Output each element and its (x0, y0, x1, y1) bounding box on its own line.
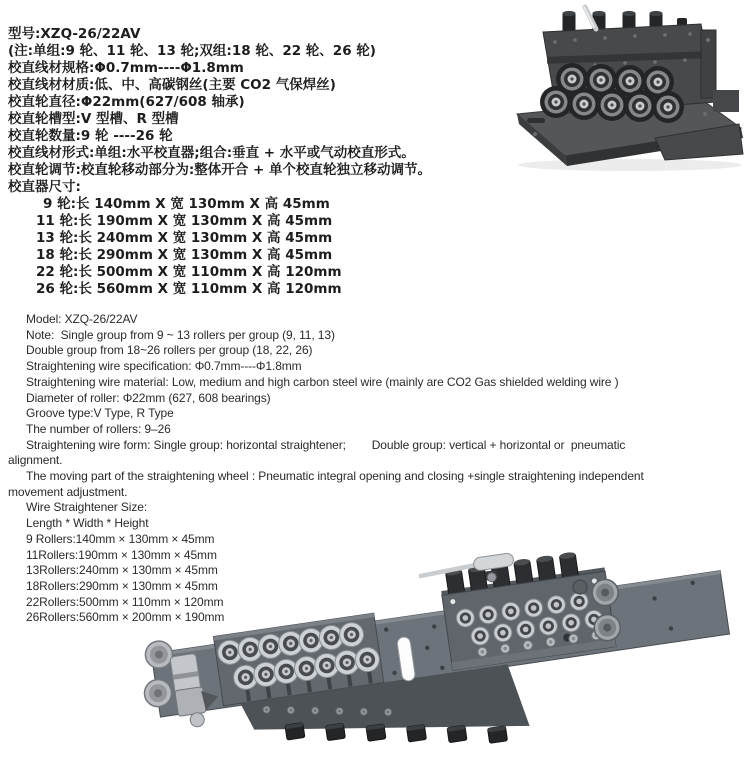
en-wire-spec-line: Straightening wire specification: Φ0.7mm----Φ1.8mm (26, 359, 302, 374)
cn-size-18-line: 18 轮:长 290mm X 宽 130mm X 高 45mm (36, 247, 333, 263)
en-roller-diameter-line: Diameter of roller: Φ22mm (627, 608 bearings) (26, 390, 271, 405)
cn-size-22-line: 22 轮:长 500mm X 宽 110mm X 高 120mm (36, 264, 342, 280)
cn-wire-form-line: 校直线材形式:单组:水平校直器;组合:垂直 + 水平或气动校直形式。 (8, 145, 415, 161)
en-wire-form-cont-line: alignment. (8, 453, 63, 468)
en-wire-material-line: Straightening wire material: Low, medium and high carbon steel wire (mainly are CO2 Gas shielded welding wire ) (26, 374, 619, 389)
cn-groove-type-line: 校直轮槽型:V 型槽、R 型槽 (8, 111, 179, 127)
en-moving-part-line: The moving part of the straightening wheel : Pneumatic integral opening and closing +single straightening independent (26, 469, 644, 484)
single-group-straightener-photo (505, 2, 745, 174)
en-moving-part-cont-line: movement adjustment. (8, 484, 128, 499)
cn-size-header-line: 校直器尺寸: (8, 179, 81, 195)
en-groove-type-line: Groove type:V Type, R Type (26, 406, 174, 421)
cn-roller-count-line: 校直轮数量:9 轮 ----26 轮 (8, 128, 173, 144)
en-size-11-line: 11Rollers:190mm × 130mm × 45mm (26, 547, 217, 562)
cn-size-26-line: 26 轮:长 560mm X 宽 110mm X 高 120mm (36, 281, 342, 297)
cn-wire-material-line: 校直线材材质:低、中、高碳钢丝(主要 CO2 气保焊丝) (8, 77, 336, 93)
en-size-26-line: 26Rollers:560mm × 200mm × 190mm (26, 610, 225, 625)
en-wire-form-line: Straightening wire form: Single group: horizontal straightener; Double group: vertical + horizontal or pneumatic (26, 437, 626, 452)
cn-note-line: (注:单组:9 轮、11 轮、13 轮;双组:18 轮、22 轮、26 轮) (8, 43, 376, 59)
cn-wire-spec-line: 校直线材规格:Φ0.7mm----Φ1.8mm (8, 60, 244, 76)
cn-model-line: 型号:XZQ-26/22AV (8, 26, 141, 42)
double-group-straightener-photo (140, 552, 745, 754)
en-size-legend-line: Length * Width * Height (26, 516, 149, 531)
double-group-straightener-drawing (140, 552, 745, 754)
cn-roller-diameter-line: 校直轮直径:Φ22mm(627/608 轴承) (8, 94, 245, 110)
straightener-body (140, 552, 740, 754)
cn-adjustment-line: 校直轮调节:校直轮移动部分为:整体开合 + 单个校直轮独立移动调节。 (8, 162, 432, 178)
en-double-group-line: Double group from 18~26 rollers per group (18, 22, 26) (26, 343, 313, 358)
cn-size-13-line: 13 轮:长 240mm X 宽 130mm X 高 45mm (36, 230, 333, 246)
en-size-18-line: 18Rollers:290mm × 130mm × 45mm (26, 578, 218, 593)
single-group-straightener-drawing (505, 2, 745, 174)
en-model-line: Model: XZQ-26/22AV (26, 312, 138, 326)
cn-specs-block (8, 26, 431, 298)
en-size-22-line: 22Rollers:500mm × 110mm × 120mm (26, 594, 224, 609)
en-size-header-line: Wire Straightener Size: (26, 500, 148, 515)
en-size-13-line: 13Rollers:240mm × 130mm × 45mm (26, 563, 218, 578)
en-size-9-line: 9 Rollers:140mm × 130mm × 45mm (26, 531, 215, 546)
cn-size-11-line: 11 轮:长 190mm X 宽 130mm X 高 45mm (36, 213, 333, 229)
en-roller-count-line: The number of rollers: 9–26 (26, 421, 171, 436)
cn-size-9-line: 9 轮:长 140mm X 宽 130mm X 高 45mm (43, 196, 330, 212)
photo-shadow (518, 159, 742, 171)
en-note-line: Note: Single group from 9 ~ 13 rollers per group (9, 11, 13) (26, 327, 335, 342)
